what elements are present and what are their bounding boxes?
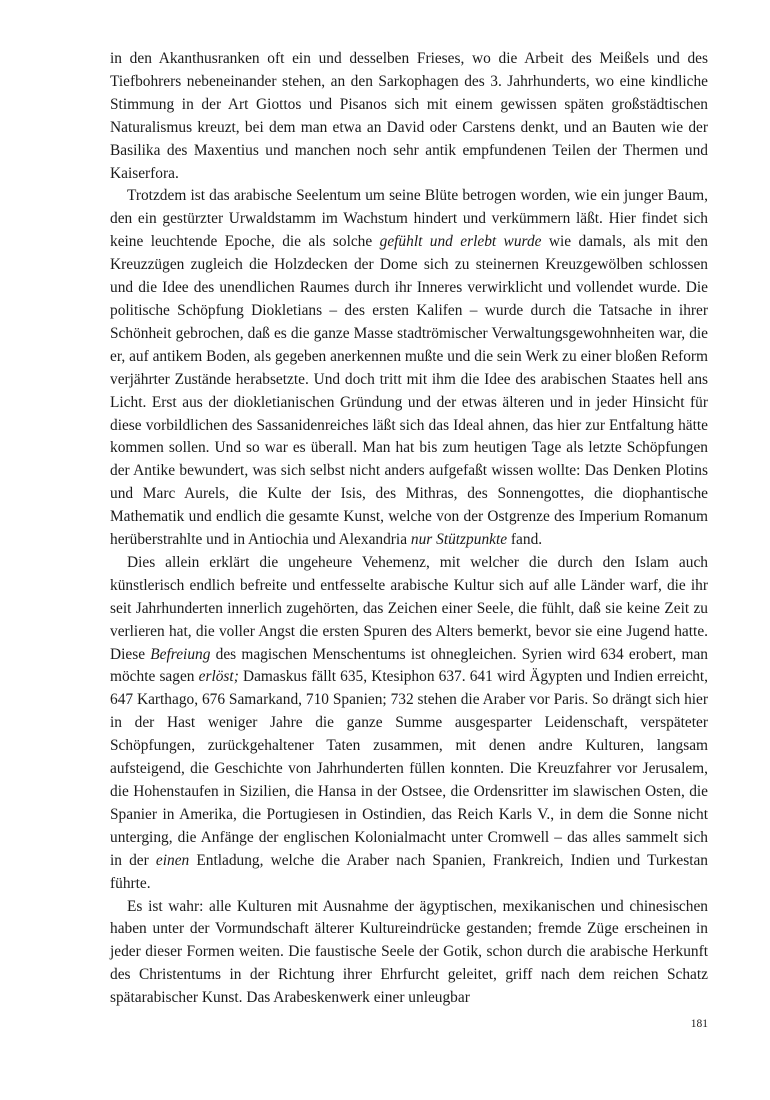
paragraph-3-emphasis: einen	[155, 851, 190, 869]
paragraph-2	[110, 185, 708, 552]
paragraph-3	[110, 552, 708, 896]
paragraph-3-emphasis: erlöst;	[198, 668, 239, 686]
paragraph-1	[110, 48, 708, 185]
paragraph-3-text: des magischen Menschentums ist ohnegleichen. Syrien wird 634 erobert, man möchte sagen	[110, 645, 709, 686]
paragraph-2-text: fand.	[507, 531, 543, 549]
paragraph-2-text: Trotzdem ist das arabische Seelentum um seine Blüte betrogen worden, wie ein junger Baum, den ein gestürzter Urwaldstamm im Wachstum hindert und verkümmern läßt. Hier findet sich keine leuchtende Epoche, die als solche	[110, 187, 708, 251]
paragraph-3-emphasis: Befreiung	[150, 645, 211, 663]
page-number: 181	[690, 1018, 708, 1030]
paragraph-4-text: Es ist wahr: alle Kulturen mit Ausnahme der ägyptischen, mexikanischen und chinesischen haben unter der Vormundschaft älterer Kultureindrücke gestanden; fremde Züge erscheinen in jeder dieser Formen weiten. Die faustische Seele der Gotik, schon durch die arabische Herkunft des Christentums in der Richtung ihrer Ehrfurcht geleitet, griff nach dem reichen Schatz spätarabischer Kunst. Das Arabeskenwerk einer unleugbar	[110, 897, 708, 1007]
paragraph-2-emphasis: nur Stützpunkte	[410, 531, 508, 549]
paragraph-3-text: Entladung, welche die Araber nach Spanien, Frankreich, Indien und Turkestan führte.	[110, 851, 708, 892]
paragraph-3-text: Dies allein erklärt die ungeheure Vehemenz, mit welcher die durch den Islam auch künstlerisch endlich befreite und entfesselte arabische Kultur sich auf alle Länder warf, die ihr seit Jahrhunderten innerlich zugehörten, das Zeichen einer Seele, die fühlt, daß sie keine Zeit zu verlieren hat, die voller Angst die ersten Spuren des Alters bemerkt, bevor sie eine Jugend hatte. Diese	[110, 553, 708, 663]
paragraph-2-emphasis: gefühlt und erlebt wurde	[379, 233, 542, 251]
paragraph-4	[110, 896, 708, 1011]
paragraph-2-text: wie damals, als mit den Kreuzzügen zugleich die Holzdecken der Dome sich zu steinernen Kreuzgewölben schlossen und die Idee des unendlichen Raumes durch ihr Inneres verwirklicht und vollendet wurde. Die politische Schöpfung Diokletians – des ersten Kalifen – wurde durch die Tatsache in ihrer Schönheit gebrochen, daß es die ganze Masse stadtrömischer Verwaltungsgewohnheiten war, die er, auf antikem Boden, als gegeben anerkennen mußte und die sein Werk zu einer bloßen Reform verjährter Zustände herabsetzte. Und doch tritt mit ihm die Idee des arabischen Staates hell ans Licht. Erst aus der diokletianischen Gründung und der etwas älteren und in jeder Hinsicht für diese vorbildlichen des Sassanidenreiches läßt sich das Ideal ahnen, das hier zur Entfaltung hätte kommen sollen. Und so war es überall. Man hat bis zum heutigen Tage als letzte Schöpfungen der Antike bewundert, was sich selbst nicht anders aufgefaßt wissen wollte: Das Denken Plotins und Marc Aurels, die Kulte der Isis, des Mithras, des Sonnengottes, die diophantische Mathematik und endlich die gesamte Kunst, welche von der Ostgrenze des Imperium Romanum herüberstrahlte und in Antiochia und Alexandria	[110, 233, 708, 549]
paragraph-3-text: Damaskus fällt 635, Ktesiphon 637. 641 wird Ägypten und Indien erreicht, 647 Karthago, 676 Samarkand, 710 Spanien; 732 stehen die Araber vor Paris. So drängt sich hier in der Hast weniger Jahre die ganze Summe ausgesparter Leidenschaft, verspäteter Schöpfungen, zurückgehaltener Taten zusammen, mit denen andre Kulturen, langsam aufsteigend, die Geschichte von Jahrhunderten füllen konnten. Die Kreuzfahrer vor Jerusalem, die Hohenstaufen in Sizilien, die Hansa in der Ostsee, die Ordensritter im slawischen Osten, die Spanier in Amerika, die Portugiesen in Ostindien, das Reich Karls V., in dem die Sonne nicht unterging, die Anfänge der englischen Kolonialmacht unter Cromwell – das alles sammelt sich in der	[110, 668, 708, 869]
paragraph-1-text: in den Akanthusranken oft ein und desselben Frieses, wo die Arbeit des Meißels und des Tiefbohrers nebeneinander stehen, an den Sarkophagen des 3. Jahrhunderts, wo eine kindliche Stimmung in der Art Giottos und Pisanos sich mit einem gewissen späten großstädtischen Naturalismus kreuzt, bei dem man etwa an David oder Carstens denkt, und an Bauten wie der Basilika des Maxentius und manchen noch sehr antik empfundenen Teilen der Thermen und Kaiserfora.	[110, 50, 708, 182]
page-body	[110, 48, 708, 1010]
